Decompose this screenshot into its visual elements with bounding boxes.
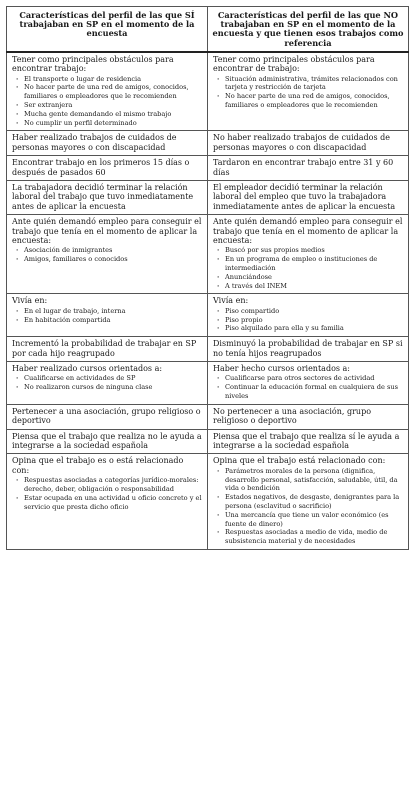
list-item: · No hacer parte de una red de amigos, conocidos, familiares o empleadores que le recomienden — [225, 92, 403, 110]
list-item: · Continuar la educación formal en cualquiera de sus niveles — [225, 383, 403, 401]
table-row — [7, 181, 409, 215]
cell-left — [7, 337, 208, 362]
list-item: · Anunciándose — [225, 273, 403, 282]
list-item: · No cumplir un perfil determinado — [24, 119, 202, 128]
list-item: · Piso compartido — [225, 307, 403, 316]
cell-right — [208, 294, 409, 337]
cell-text: Encontrar trabajo en los primeros 15 días o después de pasados 60 — [12, 158, 190, 177]
table-row — [7, 362, 409, 405]
list-item: · En un programa de empleo o instituciones de intermediación — [225, 255, 403, 273]
list-item: · En el lugar de trabajo, interna — [24, 307, 202, 316]
cell-text: No haber realizado trabajos de cuidados de personas mayores o con discapacidad — [213, 133, 390, 152]
cell-right — [208, 362, 409, 405]
bullet-list — [213, 467, 403, 546]
cell-left — [7, 215, 208, 294]
cell-text: Opina que el trabajo es o está relacionado con: — [12, 456, 184, 475]
list-item: · Situación administrativa, trámites relacionados con tarjeta y restricción de tarjeta — [225, 75, 403, 93]
list-item: · No hacer parte de una red de amigos, conocidos, familiares o empleadores que le recomienden — [24, 83, 202, 101]
list-item: · A través del INEM — [225, 282, 403, 291]
cell-left — [7, 131, 208, 156]
table-row — [7, 337, 409, 362]
cell-right — [208, 156, 409, 181]
cell-left — [7, 454, 208, 550]
table-header-row — [7, 7, 409, 52]
table-row — [7, 454, 409, 550]
cell-text: Incrementó la probabilidad de trabajar en SP por cada hijo reagrupado — [12, 339, 197, 358]
cell-right — [208, 181, 409, 215]
bullet-list — [12, 374, 202, 392]
list-item: · Piso alquilado para ella y su familia — [225, 324, 403, 333]
list-item: · Piso propio — [225, 316, 403, 325]
bullet-list — [12, 307, 202, 325]
list-item: · Asociación de inmigrantes — [24, 246, 202, 255]
cell-right — [208, 454, 409, 550]
cell-left — [7, 181, 208, 215]
cell-text: Haber realizado trabajos de cuidados de personas mayores o con discapacidad — [12, 133, 177, 152]
cell-right — [208, 404, 409, 429]
cell-left — [7, 404, 208, 429]
bullet-list — [213, 307, 403, 333]
cell-text: El empleador decidió terminar la relación laboral del empleo que tuvo la trabajadora inmediatamente antes de aplicar la encuesta — [213, 183, 396, 211]
cell-left — [7, 429, 208, 454]
header-right: Características del perfil de las que NO trabajaban en SP en el momento de la encuesta y que tienen esos trabajos como referencia — [208, 7, 409, 52]
cell-text: Vivía en: — [213, 296, 249, 306]
cell-text: Vivía en: — [12, 296, 48, 306]
list-item: · Respuestas asociadas a medio de vida, medio de subsistencia material y de necesidades — [225, 528, 403, 546]
cell-text: Tener como principales obstáculos para encontrar trabajo: — [12, 54, 174, 74]
cell-right — [208, 52, 409, 131]
list-item: · Cualificarse para otros sectores de actividad — [225, 374, 403, 383]
list-item: · No realizaron cursos de ninguna clase — [24, 383, 202, 392]
list-item: · Cualificarse en actividades de SP — [24, 374, 202, 383]
bullet-list — [213, 374, 403, 400]
table-body — [7, 52, 409, 550]
table-row — [7, 404, 409, 429]
list-item: · Parámetros morales de la persona (dignifica, desarrollo personal, satisfacción, saludable, útil, da vida o bendición — [225, 467, 403, 493]
cell-left — [7, 52, 208, 131]
table-row — [7, 429, 409, 454]
cell-text: Haber hecho cursos orientados a: — [213, 364, 350, 374]
table-row — [7, 215, 409, 294]
cell-text: La trabajadora decidió terminar la relación laboral del trabajo que tuvo inmediatamente antes de aplicar la encuesta — [12, 183, 194, 211]
cell-text: Tener como principales obstáculos para encontrar de trabajo: — [213, 54, 375, 74]
cell-right — [208, 215, 409, 294]
cell-text: Piensa que el trabajo que realiza sí le ayuda a integrarse a la sociedad española — [213, 431, 400, 451]
list-item: · Una mercancía que tiene un valor económico (es fuente de dinero) — [225, 511, 403, 529]
table-row — [7, 156, 409, 181]
cell-right — [208, 131, 409, 156]
cell-left — [7, 156, 208, 181]
list-item: · Estados negativos, de desgaste, denigrantes para la persona (esclavitud o sacrificio) — [225, 493, 403, 511]
cell-text: Opina que el trabajo está relacionado con: — [213, 456, 386, 466]
list-item: · Buscó por sus propios medios — [225, 246, 403, 255]
bullet-list — [12, 476, 202, 511]
list-item: · Amigos, familiares o conocidos — [24, 255, 202, 264]
bullet-list — [213, 246, 403, 290]
table-row — [7, 52, 409, 131]
list-item: · Estar ocupada en una actividad u oficio concreto y el servicio que presta dicho oficio — [24, 494, 202, 512]
header-left: Características del perfil de las que SÍ trabajaban en SP en el momento de la encuesta — [7, 7, 208, 52]
cell-text: Disminuyó la probabilidad de trabajar en SP si no tenía hijos reagrupados — [213, 339, 403, 358]
cell-right — [208, 429, 409, 454]
cell-text: Pertenecer a una asociación, grupo religioso o deportivo — [12, 406, 201, 426]
cell-right — [208, 337, 409, 362]
list-item: · Ser extranjera — [24, 101, 202, 110]
list-item: · Respuestas asociadas a categorías jurídico-morales: derecho, deber, obligación o responsabilidad — [24, 476, 202, 494]
cell-text: Tardaron en encontrar trabajo entre 31 y 60 días — [213, 158, 394, 177]
profile-comparison-table — [6, 6, 409, 550]
list-item: · Mucha gente demandando el mismo trabajo — [24, 110, 202, 119]
bullet-list — [12, 75, 202, 128]
cell-text: Ante quién demandó empleo para conseguir el trabajo que tenía en el momento de aplicar la encuesta: — [12, 217, 202, 246]
bullet-list — [12, 246, 202, 264]
bullet-list — [213, 75, 403, 110]
table-row — [7, 131, 409, 156]
table-row — [7, 294, 409, 337]
cell-text: Piensa que el trabajo que realiza no le ayuda a integrarse a la sociedad española — [12, 431, 202, 451]
cell-left — [7, 362, 208, 405]
cell-text: No pertenecer a una asociación, grupo religioso o deportivo — [213, 406, 372, 426]
cell-text: Ante quién demandó empleo para conseguir el trabajo que tenía en el momento de aplicar la encuesta: — [213, 217, 403, 246]
cell-text: Haber realizado cursos orientados a: — [12, 364, 163, 374]
list-item: · En habitación compartida — [24, 316, 202, 325]
cell-left — [7, 294, 208, 337]
list-item: · El transporte o lugar de residencia — [24, 75, 202, 84]
